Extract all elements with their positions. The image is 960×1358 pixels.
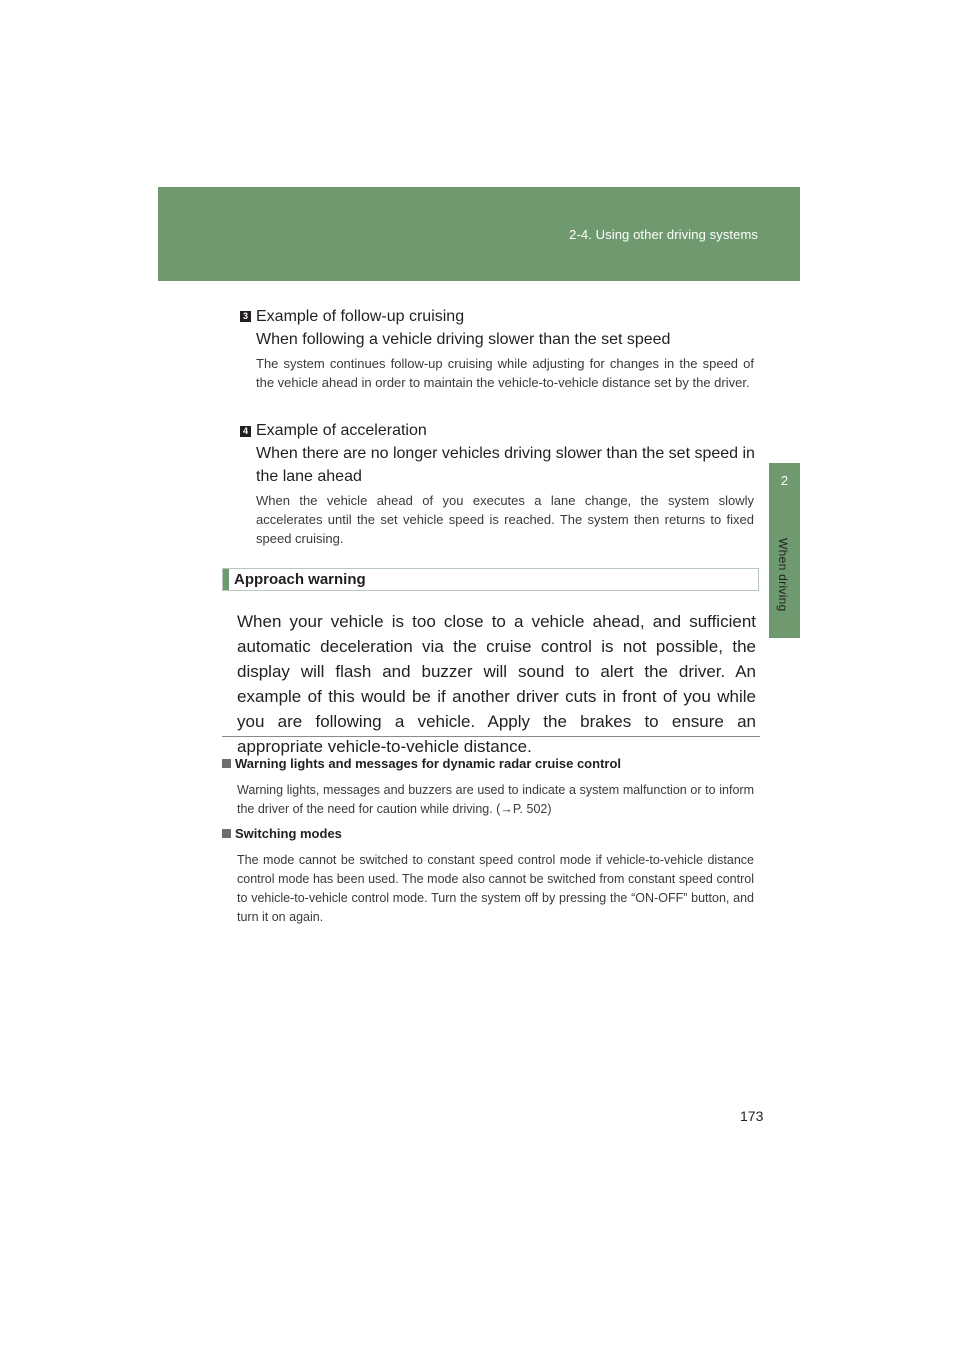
item-body: The system continues follow-up cruising while adjusting for changes in the speed of the vehicle ahead in order to maintain the vehicle-to-vehicle distance set by the driver. <box>256 356 754 390</box>
item-title-line2: When following a vehicle driving slower than the set speed <box>256 331 671 348</box>
divider <box>222 736 760 737</box>
item-title-line1: Example of follow-up cruising <box>256 308 465 325</box>
section-heading-bar <box>222 568 759 591</box>
item-body: When the vehicle ahead of you executes a lane change, the system slowly accelerates until the set vehicle speed is reached. The system then returns to fixed speed cruising. <box>256 493 754 546</box>
page-number: 173 <box>740 1108 764 1124</box>
note-heading-text: Warning lights and messages for dynamic radar cruise control <box>235 756 622 771</box>
header-band <box>158 187 800 281</box>
note-heading <box>222 826 342 841</box>
item-title <box>256 305 766 351</box>
note-body: The mode cannot be switched to constant speed control mode if vehicle-to-vehicle distance control mode has been used. The mode also cannot be switched from constant speed control to vehicle-to-vehicle control mode. Turn the system off by pressing the “ON-OFF” button, and turn it on again. <box>237 853 754 924</box>
note-heading-text: Switching modes <box>235 826 342 841</box>
item-title-line2: When there are no longer vehicles driving slower than the set speed in the lane ahead <box>256 445 755 485</box>
section-title: 2-4. Using other driving systems <box>569 227 758 242</box>
note-body: Warning lights, messages and buzzers are used to indicate a system malfunction or to inform the driver of the need for caution while driving. (→P. 502) <box>237 783 754 816</box>
section-heading: Approach warning <box>234 571 366 588</box>
item-number-badge: 4 <box>240 426 251 437</box>
square-bullet-icon <box>222 829 231 838</box>
item-number-badge: 3 <box>240 311 251 322</box>
item-title <box>256 419 756 488</box>
approach-warning-text: When your vehicle is too close to a vehicle ahead, and sufficient automatic deceleration via the cruise control is not possible, the display will flash and buzzer will sound to alert the driver. An example of this would be if another driver cuts in front of you while you are following a vehicle. Apply the brakes to ensure an appropriate vehicle-to-vehicle distance. <box>237 612 756 756</box>
heading-accent <box>223 569 229 590</box>
note-heading <box>222 756 621 771</box>
item-title-line1: Example of acceleration <box>256 422 427 439</box>
chapter-label: When driving <box>776 538 790 612</box>
square-bullet-icon <box>222 759 231 768</box>
chapter-number: 2 <box>780 473 789 488</box>
